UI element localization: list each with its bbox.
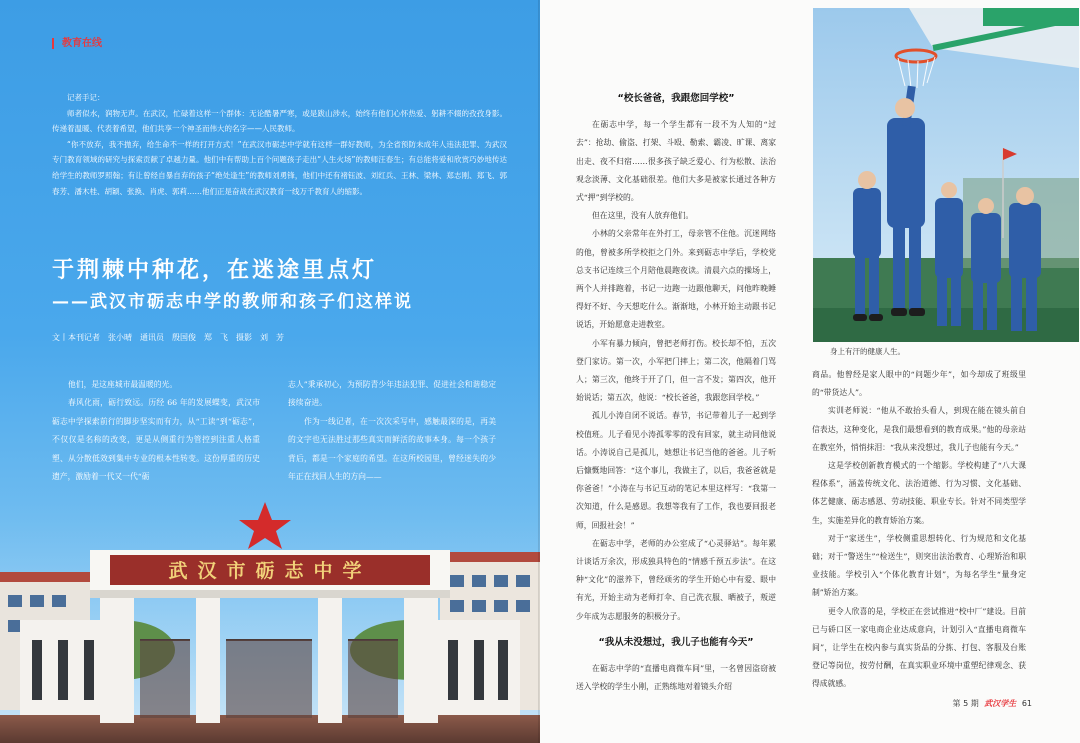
page-footer bbox=[953, 698, 1032, 709]
article-headline: 于荆棘中种花，在迷途里点灯 bbox=[52, 258, 378, 283]
body-paragraph: 对于“家送生”，学校侧重思想转化、行为规范和文化基础；对于“警送生”“检送生”，则突出法治教育、心理矫治和职业技能。学校引入“个体化教育计划”，为每名学生“量身定制”矫治方案。 bbox=[812, 533, 1026, 598]
section-subtitle-2: “我从未没想过，我儿子也能有今天” bbox=[598, 636, 754, 648]
body-paragraph: 在砺志中学的“直播电商微车间”里，一名曾因盗窃被送入学校的学生小刚，正熟练地对着镜头介绍 bbox=[576, 664, 776, 692]
reporter-notes-paragraph-1: 师者似水，润物无声。在武汉，忙碌着这样一个群体：无论酷暑严寒，或是跋山涉水，始终有他们心怀热爱、躬耕不辍的孜孜身影。传递着温暖、代表着希望，他们共享一个神圣而伟大的名字——人民教师。 bbox=[52, 108, 507, 134]
body-paragraph: 小林的父亲常年在外打工，母亲管不住他。沉迷网络的他，曾被多所学校拒之门外。来到砺志中学后，学校党总支书记连续三个月陪他晨跑夜读。清晨六点的操场上，两个人并排跑着，书记一边跑一边跟他聊天，问他昨晚睡得好不好、今天想吃什么。渐渐地，小林开始主动跟书记说话，开始愿意走进教室。 bbox=[576, 229, 776, 330]
body-paragraph: 孤儿小涛自闭不说话。春节，书记带着儿子一起到学校值班。儿子看见小涛孤零零的没有回家，就主动同他说话。小涛说自己是孤儿，她想让书记当他的爸爸。儿子听后慷慨地回答：“这个事儿，我做主了，以后，我爸爸就是你爸爸！”小涛在与书记互动的笔记本里这样写：“我第一次知道，什么是感恩。我想等我有了工作，我也要回报老师，回报社会！” bbox=[576, 411, 776, 530]
reporter-notes bbox=[52, 90, 507, 199]
basketball-photo bbox=[813, 8, 1079, 342]
body-paragraph: 在砺志中学，每一个学生都有一段不为人知的“过去”：抢劫、偷盗、打架、斗殴、勒索、霸凌、旷课、离家出走、夜不归宿……很多孩子缺乏爱心、行为松散、法治观念淡薄、文化基础很差。他们大多是被家长通过各种方式“押”到学校的。 bbox=[576, 120, 776, 203]
right-left-column bbox=[576, 82, 776, 697]
body-paragraph: 作为一线记者，在一次次采写中，感触最深的是，再美的文字也无法胜过那些真实而鲜活的故事本身。每一个孩子背后，都是一个家庭的希望。在这所校园里，曾经迷失的少年正在找回人生的方向—— bbox=[288, 416, 496, 482]
body-paragraph: 小军有暴力倾向，曾把老师打伤。校长却不怕，五次登门家访。第一次，小军把门摔上；第二次，他隔着门骂人；第三次，他终于开了门，但一言不发；第四次，他开始说话；第五次，他说：“校长爸爸，我跟您回学校。” bbox=[576, 338, 776, 403]
body-paragraph: 更令人欣喜的是，学校正在尝试推进“校中厂”建设。目前已与硚口区一家电商企业达成意向，计划引入“直播电商微车间”，让学生在校内参与真实货品的分拣、打包、客服及台账登记等岗位，按劳付酬，在真实职业环境中重塑纪律观念、获得成就感。 bbox=[812, 606, 1026, 689]
reporter-notes-label: 记者手记： bbox=[67, 93, 105, 102]
right-page bbox=[540, 0, 1080, 743]
section-subtitle-1: “校长爸爸，我跟您回学校” bbox=[617, 93, 735, 104]
gate-sign: 武汉市砺志中学 bbox=[168, 560, 372, 582]
body-paragraph: 春风化雨，砺行致远。历经 66 年的发展蝶变，武汉市砺志中学探索前行的脚步坚实而有力，从“工读”到“砺志”，不仅仅是名称的改变，更是从侧重行为管控到注重人格重塑、从分散低效到集中专业的根本性转变。这份厚重的历史遗产，激励着一代又一代“砺 bbox=[52, 398, 260, 482]
issue-number: 第 5 期 bbox=[952, 699, 979, 708]
body-column-right bbox=[288, 376, 496, 486]
article-subheadline: ——武汉市砺志中学的教师和孩子们这样说 bbox=[52, 292, 413, 312]
body-paragraph: 但在这里，没有人放弃他们。 bbox=[592, 211, 694, 221]
school-gate-photo bbox=[0, 500, 540, 743]
body-paragraph: 实训老师说：“他从不敢抬头看人，到现在能在镜头前自信表达，这种变化，是我们最想看到的教育成果。”他的母亲站在教室外，悄悄抹泪：“我从来没想过，我儿子也能有今天。” bbox=[812, 406, 1026, 452]
page-number: 61 bbox=[1021, 699, 1032, 708]
section-tag: 教育在线 bbox=[52, 38, 102, 49]
reporter-notes-paragraph-2: “你不放弃，我不抛弃，给生命不一样的打开方式！”在武汉市砺志中学就有这样一群好教师，为全省预防未成年人违法犯罪、为武汉专门教育领域的研究与探索贡献了卓越力量。他们中有帮助上百个问题孩子走出“人生火场”的教师汪春生；有总能将爱和欣赏巧妙地传达给学生的教师罗照翰；有让曾经自暴自弃的孩子“绝处逢生”的教师刘勇锋，他们中还有褚钰波、刘红兵、王林、梁林、郑志刚、郑飞、郭春芳、潘木桂、胡颖、张换、肖虎、郭莉……他们正是奋战在武汉教育一线万千教育人的缩影。 bbox=[52, 139, 507, 196]
right-right-column bbox=[812, 366, 1026, 694]
body-paragraph: 在砺志中学，老师的办公室成了“心灵驿站”。每年累计谈话万余次，形成独具特色的“情感千预五步法”。在这种“文化”的滋养下，曾经顽劣的学生开始心中有爱、眼中有光，开始主动为老师打伞、自己洗衣服、晒被子，叛逆少年成为志愿服务的积极分子。 bbox=[576, 538, 776, 621]
photo-caption: 身上有汗的健康人生。 bbox=[830, 347, 905, 356]
body-column-left bbox=[52, 376, 260, 486]
body-paragraph: 他们，是这座城市最温暖的光。 bbox=[68, 380, 178, 389]
body-paragraph: 志人”秉承初心，为预防青少年违法犯罪、促进社会和谐稳定接续奋进。 bbox=[288, 380, 496, 408]
body-paragraph: 这是学校创新教育模式的一个缩影。学校构建了“八大课程体系”，涵盖传统文化、法治道德、行为习惯、文化基础、体艺健康、砺志感恩、劳动技能、职业专长。针对不同类型学生，实施差异化的教育矫治方案。 bbox=[812, 461, 1026, 525]
body-paragraph: 商品。他曾经是家人眼中的“问题少年”，如今却成了班级里的“带货达人”。 bbox=[812, 370, 1026, 398]
article-byline: 文丨本刊记者 张小晴 通讯员 殷国俊 郑 飞 摄影 刘 芳 bbox=[52, 333, 284, 342]
magazine-logo: 武汉学生 bbox=[984, 699, 1017, 708]
